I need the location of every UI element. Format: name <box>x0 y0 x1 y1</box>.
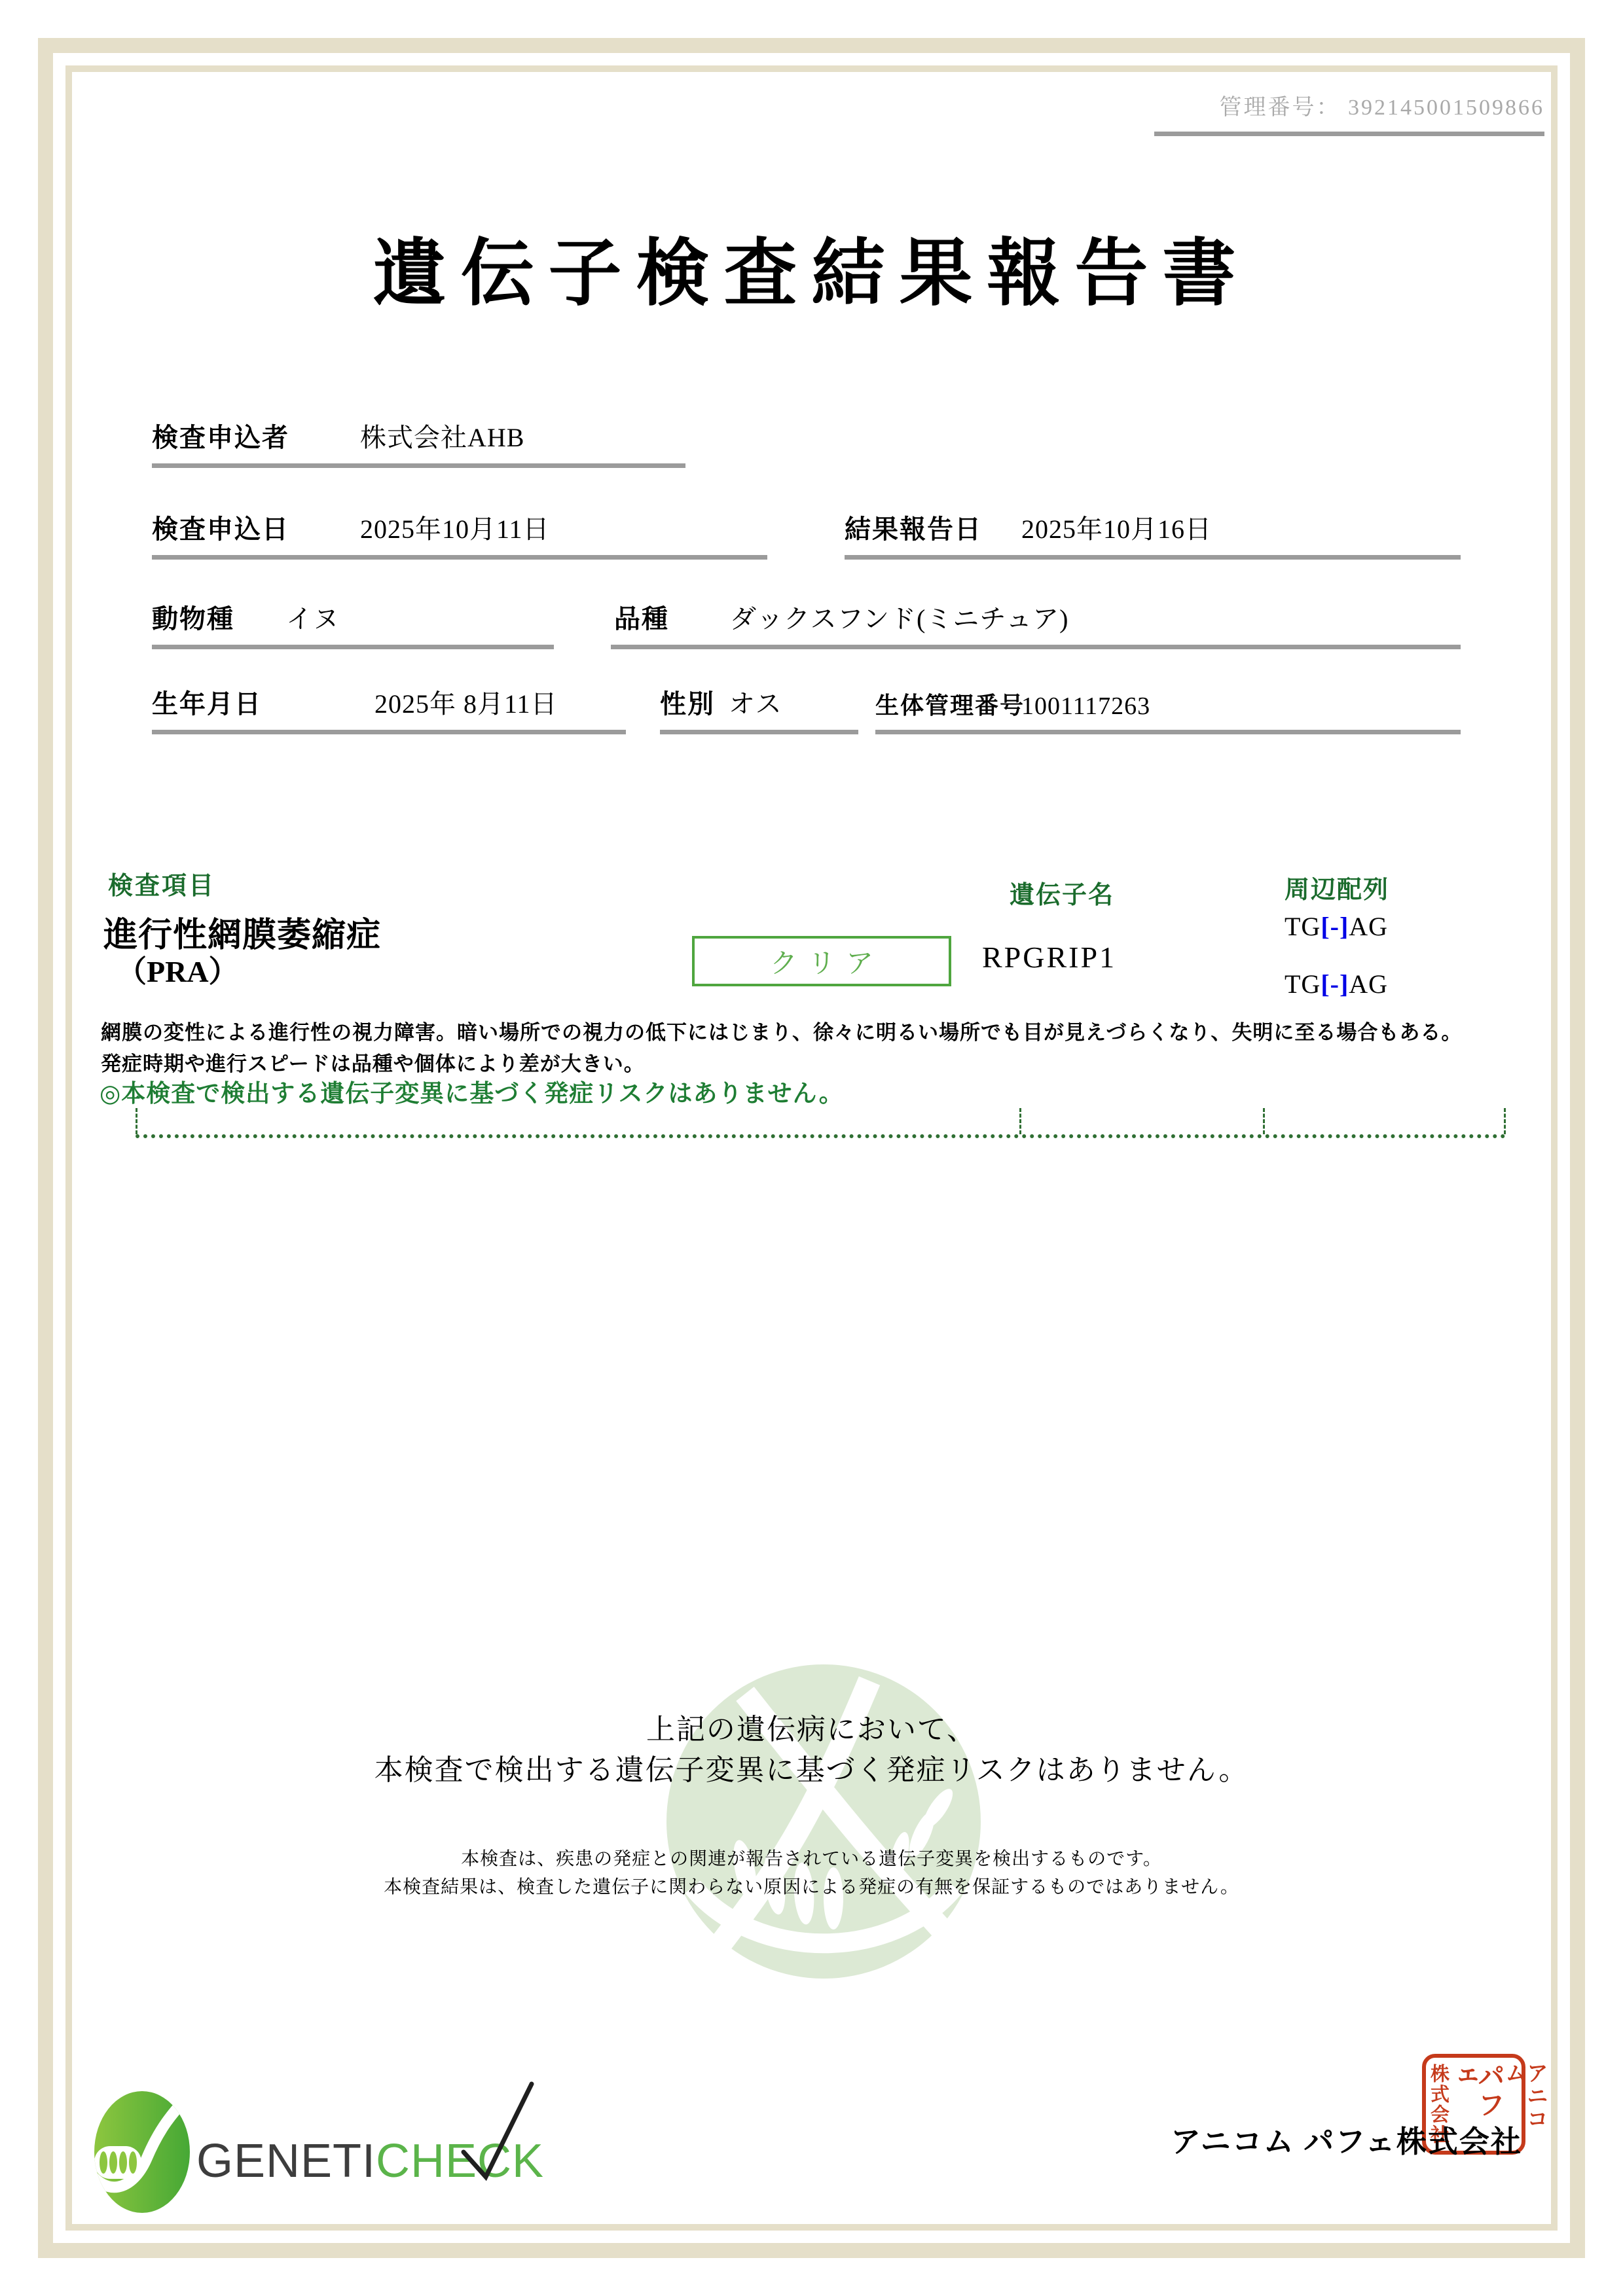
sequence-value-2 <box>1285 969 1388 999</box>
field-species-value: イヌ <box>286 604 340 634</box>
field-breed-value: ダックスフンド(ミニチュア) <box>730 604 1069 634</box>
sequence-2-suffix: AG <box>1349 969 1389 999</box>
field-apply-date <box>152 500 767 560</box>
wordmark-geneti: GENETI <box>196 2135 376 2187</box>
summary-line1: 上記の遺伝病において、 <box>646 1713 977 1746</box>
field-species-label: 動物種 <box>152 604 234 634</box>
field-report-date <box>845 500 1461 560</box>
field-animal-id-value: 1001117263 <box>1021 692 1151 720</box>
field-animal-id-label: 生体管理番号 <box>875 692 1025 719</box>
sequence-1-prefix: TG <box>1285 912 1321 941</box>
column-separator-dash <box>136 1108 137 1134</box>
field-sex-label: 性別 <box>660 689 715 719</box>
field-applicant-value: 株式会社AHB <box>360 423 525 452</box>
field-sex <box>660 675 858 734</box>
sequence-1-variant: [-] <box>1321 912 1349 941</box>
control-number-value: 392145001509866 <box>1348 96 1544 120</box>
field-apply-date-label: 検査申込日 <box>152 514 289 544</box>
summary-line2: 本検査で検出する遺伝子変異に基づく発症リスクはありません。 <box>374 1754 1249 1786</box>
field-report-date-label: 結果報告日 <box>845 514 982 544</box>
page-title: 遺伝子検査結果報告書 <box>373 234 1250 315</box>
seal-column-3: 株式会社 <box>1428 2064 1449 2145</box>
field-birth-date <box>152 675 626 734</box>
seal-column-1: アニコム <box>1502 2062 1547 2130</box>
sequence-1-suffix: AG <box>1349 912 1389 941</box>
field-breed-label: 品種 <box>614 604 669 634</box>
disease-description-line1: 網膜の変性による進行性の視力障害。暗い場所での視力の低下にはじまり、徐々に明るい場所でも目が見えづらくなり、失明に至る場合もある。 <box>101 1021 1463 1044</box>
gene-name-value: RPGRIP1 <box>982 941 1117 974</box>
column-separator-dash <box>1263 1108 1265 1134</box>
gene-name-header: 遺伝子名 <box>1010 882 1115 909</box>
summary-note2: 本検査結果は、検査した遺伝子に関わらない原因による発症の有無を保証するものではありません。 <box>384 1876 1239 1897</box>
control-number <box>1154 89 1544 136</box>
field-applicant-label: 検査申込者 <box>152 423 289 452</box>
test-result-label: クリア <box>769 948 884 979</box>
wordmark-check: CHECK <box>376 2135 545 2187</box>
test-result-badge <box>692 936 951 986</box>
field-breed <box>611 590 1461 649</box>
seal-column-2: パフェ <box>1446 2062 1504 2119</box>
field-birth-date-label: 生年月日 <box>152 689 262 719</box>
sequence-2-variant: [-] <box>1321 969 1349 999</box>
field-applicant <box>152 408 685 468</box>
test-row-dotted-border <box>136 1111 1506 1138</box>
column-separator-dash <box>1019 1108 1021 1134</box>
summary-note1: 本検査は、疾患の発症との関連が報告されている遺伝子変異を検出するものです。 <box>461 1848 1162 1869</box>
disease-description-line2: 発症時期や進行スピードは品種や個体により差が大きい。 <box>101 1052 645 1075</box>
test-item-header: 検査項目 <box>108 872 216 900</box>
geneticheck-logo-icon <box>93 2089 191 2215</box>
sequence-2-prefix: TG <box>1285 969 1321 999</box>
test-item-abbreviation: （PRA） <box>117 955 239 988</box>
field-birth-date-value: 2025年 8月11日 <box>374 689 558 719</box>
risk-note: ◎本検査で検出する遺伝子変異に基づく発症リスクはありません。 <box>100 1081 844 1107</box>
field-species <box>152 590 554 649</box>
field-sex-value: オス <box>729 689 782 719</box>
column-separator-dash <box>1504 1108 1506 1134</box>
test-item-name: 進行性網膜萎縮症 <box>103 917 382 954</box>
company-name: アニコム パフェ株式会社 <box>1171 2125 1522 2159</box>
sequence-header: 周辺配列 <box>1285 876 1390 904</box>
logo-checkmark-icon <box>458 2079 537 2193</box>
field-report-date-value: 2025年10月16日 <box>1021 514 1212 544</box>
field-apply-date-value: 2025年10月11日 <box>360 514 550 544</box>
field-animal-id <box>875 675 1461 734</box>
sequence-value-1 <box>1285 911 1388 942</box>
control-number-label: 管理番号： <box>1219 96 1341 120</box>
